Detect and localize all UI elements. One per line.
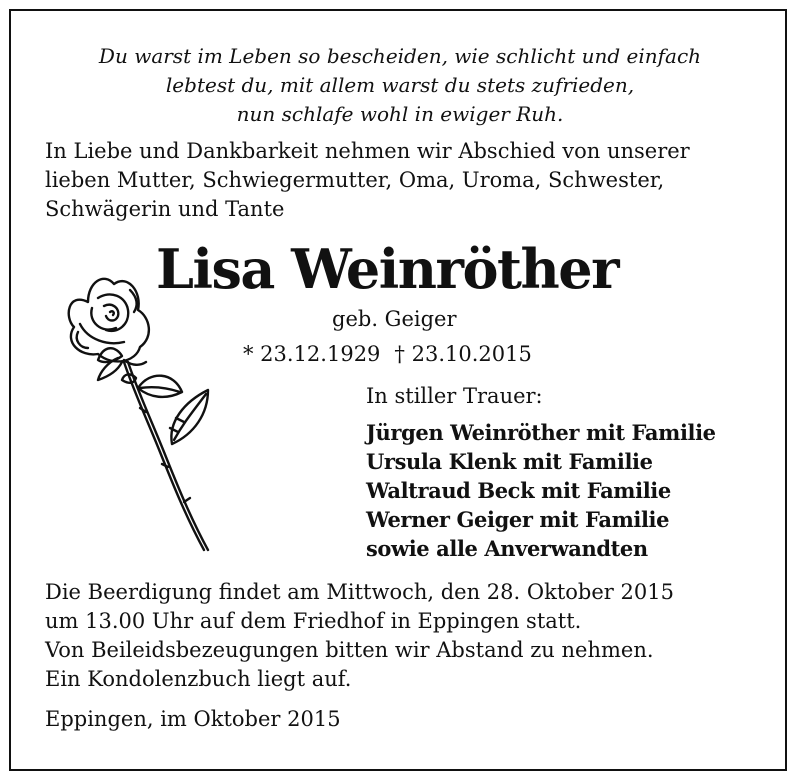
intro-line: Schwägerin und Tante [45,197,285,221]
verse-line: nun schlafe wohl in ewiger Ruh. [236,102,564,126]
birth-date: * 23.12.1929 [243,342,381,366]
verse-line: Du warst im Leben so bescheiden, wie schlicht und einfach [98,44,702,68]
death-date: † 23.10.2015 [394,342,532,366]
mourner: Jürgen Weinröther mit Familie [366,420,716,445]
mourner: Werner Geiger mit Familie [366,507,670,532]
funeral-line: Ein Kondolenzbuch liegt auf. [45,667,352,691]
mourning-label: In stiller Trauer: [366,384,543,408]
rose-icon [58,262,228,557]
mourner: Ursula Klenk mit Familie [366,449,653,474]
mourner: Waltraud Beck mit Familie [366,478,671,503]
maiden-name: geb. Geiger [332,307,457,331]
funeral-line: um 13.00 Uhr auf dem Friedhof in Eppingen statt. [45,609,582,633]
deceased-name: Lisa Weinröther [156,237,619,301]
intro-line: In Liebe und Dankbarkeit nehmen wir Abschied von unserer [45,139,690,163]
funeral-line: Von Beileidsbezeugungen bitten wir Abstand zu nehmen. [45,638,654,662]
verse-line: lebtest du, mit allem warst du stets zufrieden, [165,73,635,97]
verse [0,42,800,129]
funeral-line: Die Beerdigung findet am Mittwoch, den 28. Oktober 2015 [45,580,674,604]
funeral-info [45,578,765,694]
mourners-list [366,418,716,563]
intro-line: lieben Mutter, Schwiegermutter, Oma, Uroma, Schwester, [45,168,665,192]
place-and-date: Eppingen, im Oktober 2015 [45,707,341,731]
life-dates [243,340,532,368]
mourner: sowie alle Anverwandten [366,536,648,561]
intro-text [45,137,765,224]
